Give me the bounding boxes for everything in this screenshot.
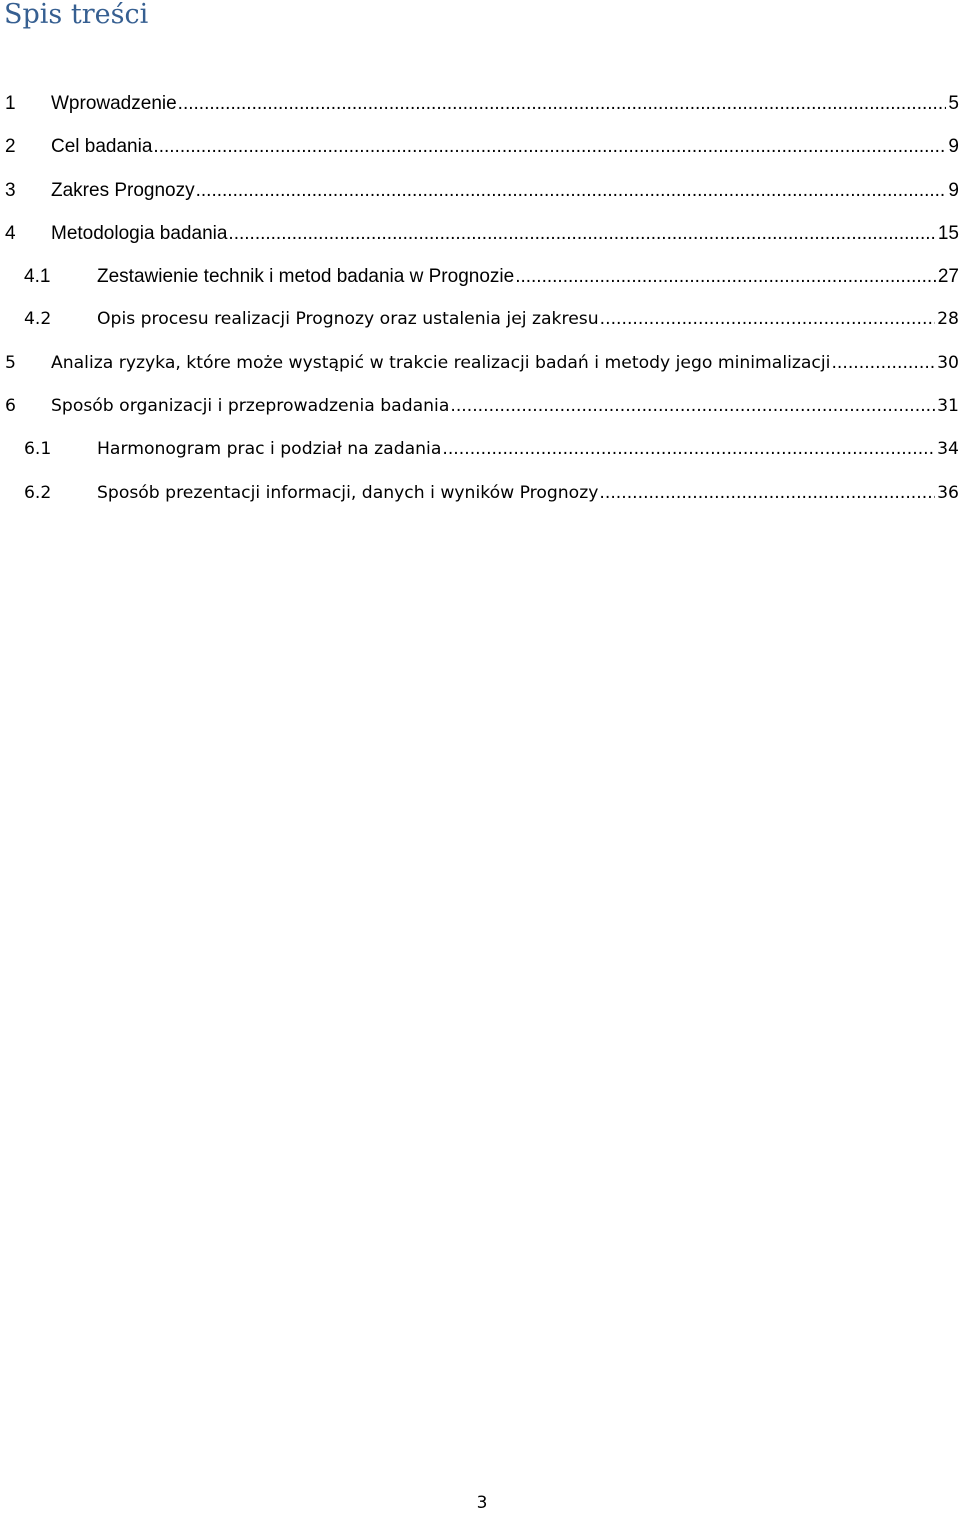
toc-entry-title: Cel badania bbox=[51, 136, 153, 158]
toc-entry-page: 15 bbox=[937, 222, 959, 244]
toc-entry-title: Zestawienie technik i metod badania w Prognozie bbox=[97, 266, 515, 288]
toc-entry[interactable] bbox=[0, 125, 960, 168]
toc-entry-number: 5 bbox=[5, 352, 16, 373]
toc-entry-title: Analiza ryzyka, które może wystąpić w trakcie realizacji badań i metody jego minimalizacji bbox=[51, 352, 831, 373]
toc-dot-leader bbox=[600, 298, 935, 341]
toc-entry-number: 6.2 bbox=[24, 482, 52, 503]
toc-dot-leader bbox=[450, 385, 935, 428]
toc-entry-title: Harmonogram prac i podział na zadania bbox=[97, 439, 442, 460]
toc-entry[interactable] bbox=[0, 342, 960, 385]
page-number: 3 bbox=[476, 1493, 488, 1513]
toc-entry[interactable] bbox=[0, 212, 960, 255]
toc-entry-page: 9 bbox=[948, 136, 959, 158]
toc-entry[interactable] bbox=[0, 472, 960, 515]
toc-dot-leader bbox=[515, 255, 936, 298]
toc-entry-page: 30 bbox=[937, 352, 959, 373]
toc-dot-leader bbox=[228, 212, 935, 255]
toc-dot-leader bbox=[442, 428, 935, 471]
toc-entry-title: Sposób prezentacji informacji, danych i wyników Prognozy bbox=[97, 482, 599, 503]
toc-entry[interactable] bbox=[0, 428, 960, 471]
toc-entry-page: 28 bbox=[937, 309, 959, 330]
toc-entry-page: 27 bbox=[937, 266, 959, 288]
toc-dot-leader bbox=[196, 169, 947, 212]
toc-entry-number: 6 bbox=[5, 396, 16, 417]
toc-entry[interactable] bbox=[0, 255, 960, 298]
toc-entry-page: 34 bbox=[937, 439, 959, 460]
toc-entry[interactable] bbox=[0, 169, 960, 212]
toc-dot-leader bbox=[599, 472, 935, 515]
toc-entry-title: Wprowadzenie bbox=[51, 93, 177, 114]
toc-list bbox=[0, 82, 960, 515]
toc-dot-leader bbox=[178, 82, 947, 125]
toc-entry-number: 4.1 bbox=[24, 266, 51, 288]
toc-heading: Spis treści bbox=[4, 0, 149, 30]
toc-entry-number: 1 bbox=[5, 93, 16, 114]
toc-entry-number: 2 bbox=[5, 136, 16, 158]
toc-entry-page: 36 bbox=[937, 482, 959, 503]
toc-entry[interactable] bbox=[0, 82, 960, 125]
toc-dot-leader bbox=[153, 125, 946, 168]
toc-entry-number: 3 bbox=[5, 179, 16, 201]
toc-entry-number: 4.2 bbox=[24, 309, 52, 330]
toc-entry[interactable] bbox=[0, 385, 960, 428]
toc-entry-number: 6.1 bbox=[24, 439, 52, 460]
toc-entry-title: Metodologia badania bbox=[51, 222, 228, 244]
toc-entry-title: Opis procesu realizacji Prognozy oraz ustalenia jej zakresu bbox=[97, 309, 599, 330]
toc-entry-page: 9 bbox=[948, 179, 959, 201]
toc-dot-leader bbox=[831, 342, 935, 385]
toc-entry-number: 4 bbox=[5, 222, 16, 244]
toc-entry[interactable] bbox=[0, 298, 960, 341]
toc-entry-page: 31 bbox=[937, 396, 959, 417]
toc-entry-title: Sposób organizacji i przeprowadzenia badania bbox=[51, 396, 450, 417]
toc-entry-title: Zakres Prognozy bbox=[51, 179, 195, 201]
toc-entry-page: 5 bbox=[948, 93, 959, 114]
